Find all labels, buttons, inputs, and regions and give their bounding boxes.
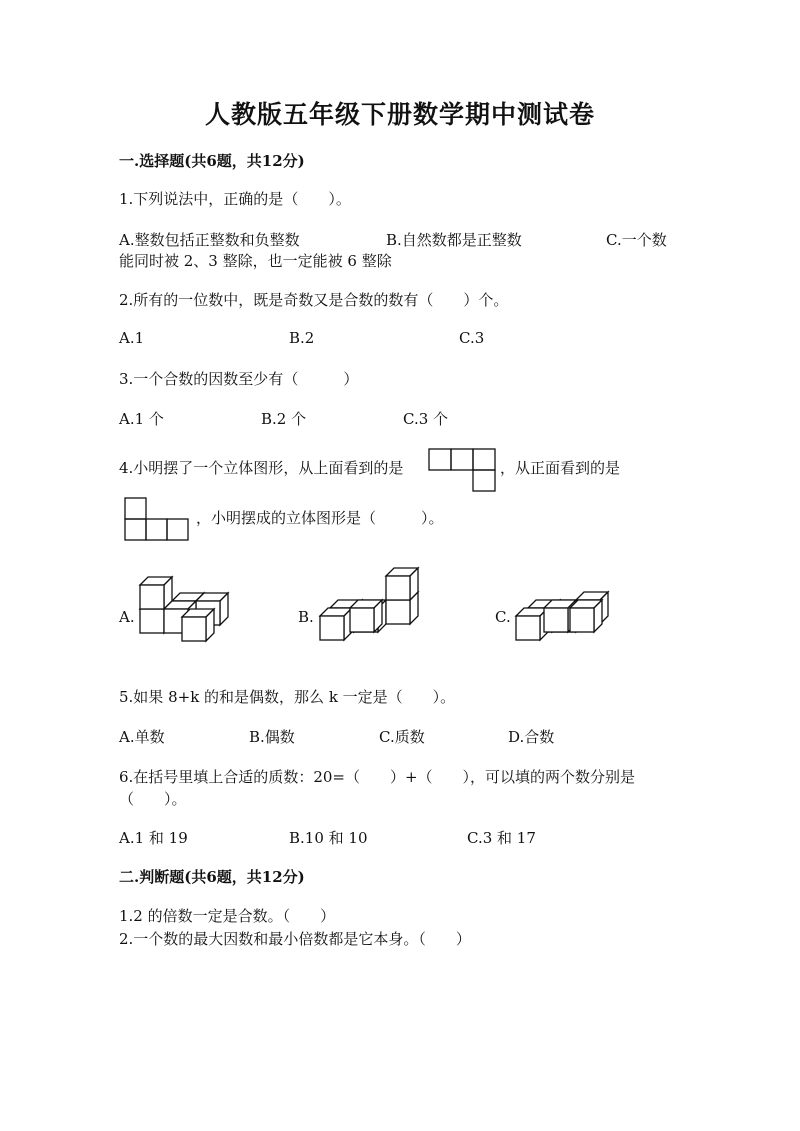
question-4-option-b: B. bbox=[298, 608, 314, 626]
question-3-option-a: A.1 个 bbox=[119, 410, 164, 428]
cube bbox=[350, 600, 382, 632]
cube bbox=[140, 577, 172, 609]
question-5-option-a: A.单数 bbox=[119, 728, 165, 746]
judgement-item-1: 1.2 的倍数一定是合数。（ ） bbox=[119, 907, 336, 925]
question-1-option-c: C.一个数 bbox=[606, 231, 667, 249]
question-2-stem: 2.所有的一位数中，既是奇数又是合数的数有（ ）个。 bbox=[119, 291, 509, 309]
question-1-stem: 1.下列说法中，正确的是（ ）。 bbox=[119, 190, 351, 208]
question-5-stem: 5.如果 8+k 的和是偶数，那么 k 一定是（ ）。 bbox=[119, 688, 456, 706]
question-6-continuation: （ ）。 bbox=[119, 790, 187, 808]
page-title: 人教版五年级下册数学期中测试卷 bbox=[204, 100, 595, 129]
question-2-option-c: C.3 bbox=[459, 329, 485, 347]
cube bbox=[570, 600, 602, 632]
judgement-item-2: 2.一个数的最大因数和最小倍数都是它本身。（ ） bbox=[119, 930, 471, 948]
question-4-option-a: A. bbox=[119, 608, 135, 626]
section-2-heading: 二.判断题(共6题，共12分) bbox=[119, 868, 305, 886]
option-c-cube-figure bbox=[512, 588, 622, 648]
question-3-stem: 3.一个合数的因数至少有（ ） bbox=[119, 370, 359, 388]
section-1-heading: 一.选择题(共6题，共12分) bbox=[119, 152, 305, 170]
question-6-option-c: C.3 和 17 bbox=[467, 829, 536, 847]
cube bbox=[386, 568, 418, 600]
question-2-option-b: B.2 bbox=[289, 329, 315, 347]
option-a-cube-figure bbox=[136, 565, 236, 645]
top-view-figure bbox=[428, 448, 496, 494]
cube bbox=[516, 608, 548, 640]
question-3-option-c: C.3 个 bbox=[403, 410, 449, 428]
question-6-option-b: B.10 和 10 bbox=[289, 829, 368, 847]
front-view-figure bbox=[124, 497, 190, 543]
question-1-option-c-continuation: 能同时被 2、3 整除，也一定能被 6 整除 bbox=[119, 252, 392, 270]
question-5-option-d: D.合数 bbox=[508, 728, 555, 746]
cube bbox=[320, 608, 352, 640]
question-4-stem-part1: 4.小明摆了一个立体图形，从上面看到的是 bbox=[119, 459, 404, 477]
question-5-option-b: B.偶数 bbox=[249, 728, 295, 746]
option-b-cube-figure bbox=[316, 560, 426, 645]
question-4-stem-part2: ，从正面看到的是 bbox=[500, 459, 621, 477]
question-4-stem-part3: ，小明摆成的立体图形是（ ）。 bbox=[196, 509, 444, 527]
question-3-option-b: B.2 个 bbox=[261, 410, 307, 428]
question-5-option-c: C.质数 bbox=[379, 728, 425, 746]
question-1-option-b: B.自然数都是正整数 bbox=[386, 231, 522, 249]
question-2-option-a: A.1 bbox=[119, 329, 145, 347]
cube bbox=[182, 609, 214, 641]
question-4-option-c: C. bbox=[495, 608, 511, 626]
question-6-option-a: A.1 和 19 bbox=[119, 829, 188, 847]
question-1-option-a: A.整数包括正整数和负整数 bbox=[119, 231, 300, 249]
question-6-stem: 6.在括号里填上合适的质数：20=（ ）+（ ），可以填的两个数分别是 bbox=[119, 768, 636, 786]
